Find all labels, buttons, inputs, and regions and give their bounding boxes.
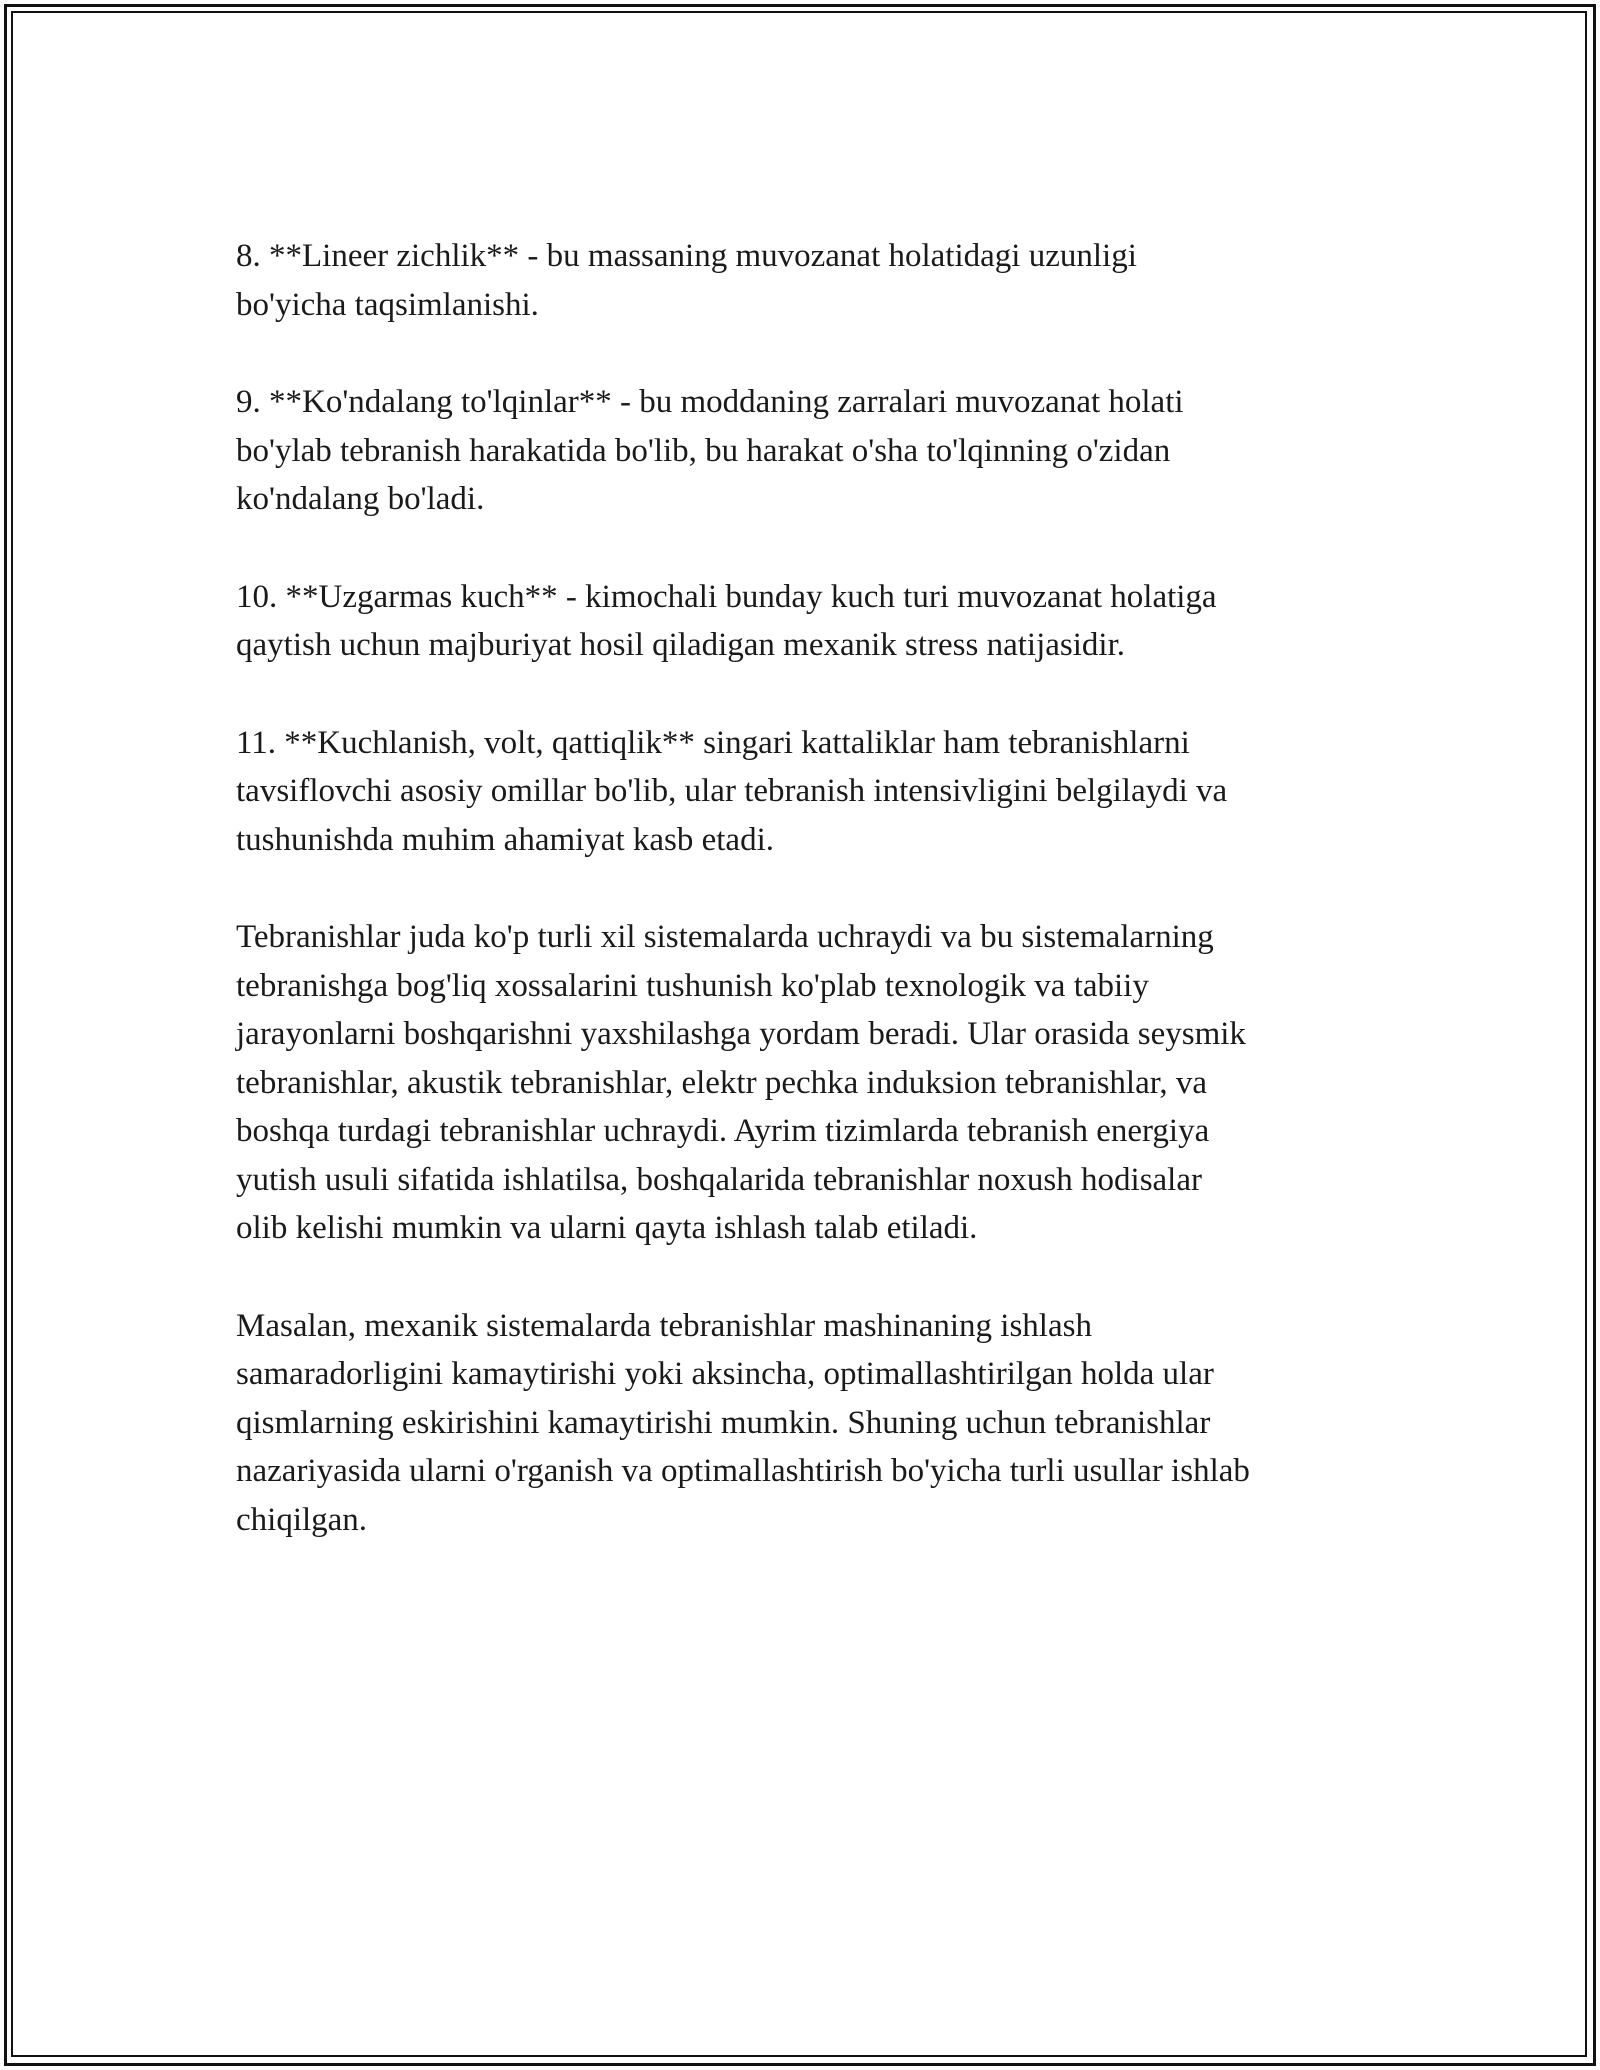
text-line: nazariyasida ularni o'rganish va optimallashtirish bo'yicha turli usullar ishlab bbox=[236, 1453, 1250, 1489]
text-line: jarayonlarni boshqarishni yaxshilashga yordam beradi. Ular orasida seysmik bbox=[236, 1016, 1246, 1052]
text-line: Masalan, mexanik sistemalarda tebranishlar mashinaning ishlash bbox=[236, 1307, 1092, 1344]
paragraph-mechanical-example bbox=[236, 1302, 1366, 1545]
text-line: qismlarning eskirishini kamaytirishi mumkin. Shuning uchun tebranishlar bbox=[236, 1404, 1211, 1441]
paragraph-voltage-stiffness bbox=[236, 719, 1366, 865]
text-line: chiqilgan. bbox=[236, 1501, 368, 1538]
text-line: 9. **Ko'ndalang to'lqinlar** - bu moddaning zarralari muvozanat holati bbox=[236, 384, 1184, 420]
text-line: 10. **Uzgarmas kuch** - kimochali bunday kuch turi muvozanat holatiga bbox=[236, 578, 1217, 615]
text-line: bo'ylab tebranish harakatida bo'lib, bu harakat o'sha to'lqinning o'zidan bbox=[236, 432, 1171, 469]
text-line: yutish usuli sifatida ishlatilsa, boshqalarida tebranishlar noxush hodisalar bbox=[236, 1161, 1202, 1198]
paragraph-linear-density bbox=[236, 232, 1366, 329]
text-line: Tebranishlar juda ko'p turli xil sistemalarda uchraydi va bu sistemalarning bbox=[236, 919, 1214, 955]
text-line: bo'yicha taqsimlanishi. bbox=[236, 286, 539, 323]
document-body bbox=[236, 232, 1366, 1593]
paragraph-constant-force bbox=[236, 573, 1366, 670]
text-line: tebranishga bog'liq xossalarini tushunish ko'plab texnologik va tabiiy bbox=[236, 967, 1149, 1004]
paragraph-transverse-waves bbox=[236, 378, 1366, 524]
paragraph-vibration-systems bbox=[236, 913, 1366, 1253]
text-line: 8. **Lineer zichlik** - bu massaning muvozanat holatidagi uzunligi bbox=[236, 238, 1137, 274]
text-line: tebranishlar, akustik tebranishlar, elektr pechka induksion tebranishlar, va bbox=[236, 1064, 1208, 1101]
text-line: samaradorligini kamaytirishi yoki aksincha, optimallashtirilgan holda ular bbox=[236, 1356, 1214, 1392]
text-line: olib kelishi mumkin va ularni qayta ishlash talab etiladi. bbox=[236, 1210, 978, 1246]
text-line: ko'ndalang bo'ladi. bbox=[236, 481, 485, 517]
text-line: boshqa turdagi tebranishlar uchraydi. Ayrim tizimlarda tebranish energiya bbox=[236, 1113, 1210, 1149]
text-line: tavsiflovchi asosiy omillar bo'lib, ular tebranish intensivligini belgilaydi va bbox=[236, 773, 1228, 809]
text-line: qaytish uchun majburiyat hosil qiladigan mexanik stress natijasidir. bbox=[236, 627, 1126, 663]
text-line: tushunishda muhim ahamiyat kasb etadi. bbox=[236, 821, 774, 858]
text-line: 11. **Kuchlanish, volt, qattiqlik** singari kattaliklar ham tebranishlarni bbox=[236, 724, 1190, 761]
